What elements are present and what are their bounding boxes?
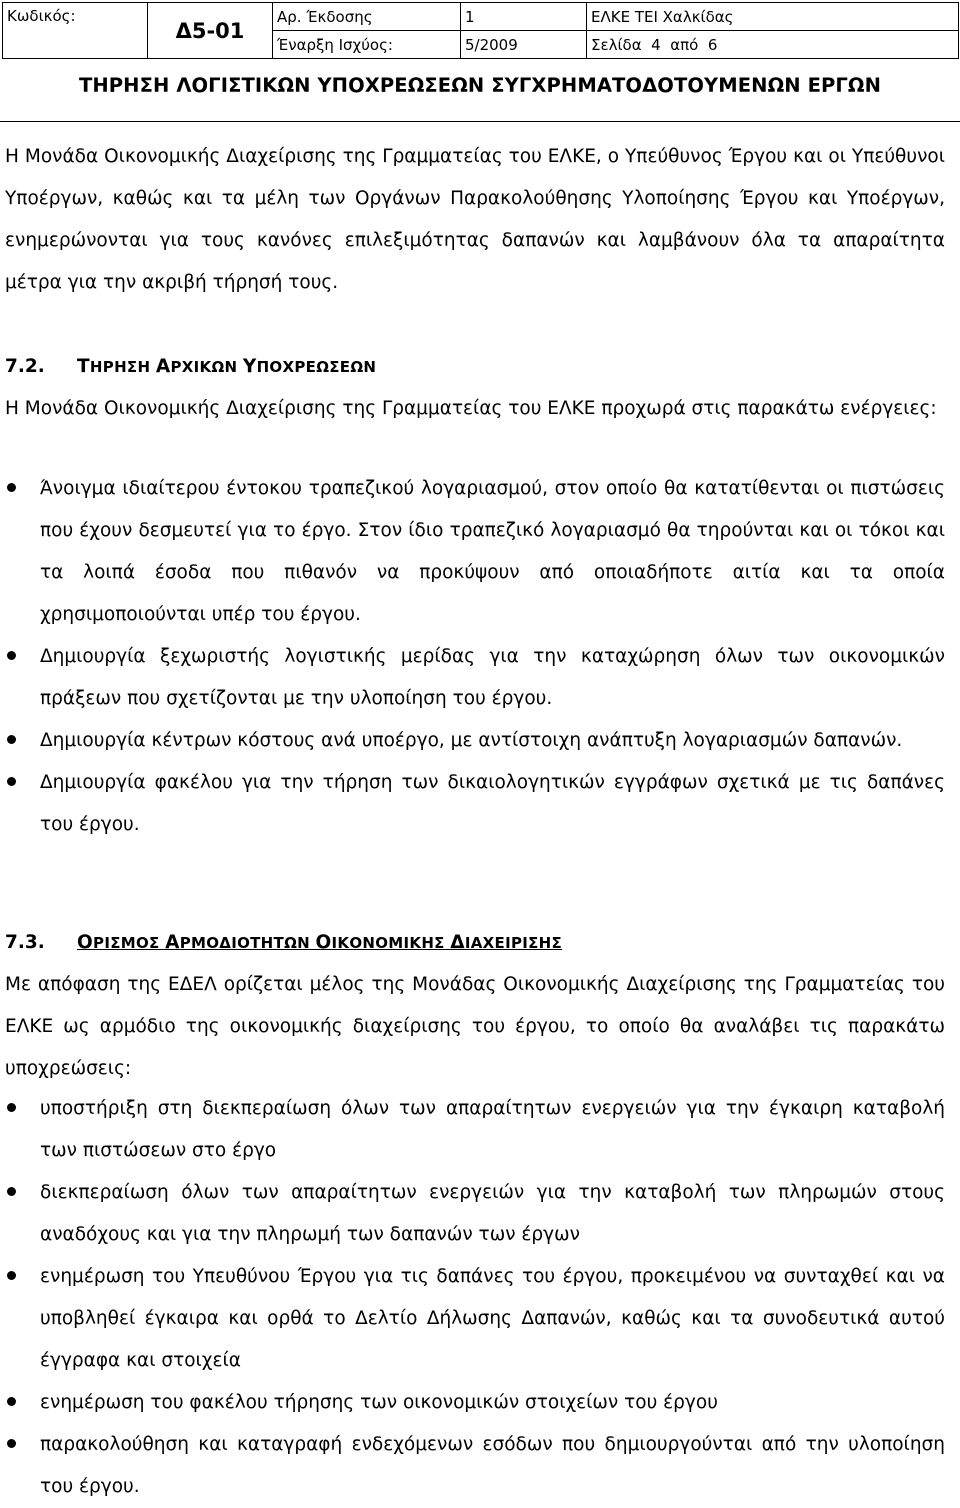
bullet-icon: [7, 651, 16, 660]
section-7-2-heading: [5, 346, 376, 388]
list-item: ενημέρωση του Υπευθύνου Έργου για τις δαπάνες του έργου, προκειμένου να συνταχθεί και να υποβληθεί έγκαιρα και ορθά το Δελτίο Δήλωσης Δαπανών, καθώς και τα συνοδευτικά αυτού έγγραφα και στοιχεία: [0, 1256, 945, 1382]
edition-value: 1: [461, 3, 587, 31]
page-title: ΤΗΡΗΣΗ ΛΟΓΙΣΤΙΚΩΝ ΥΠΟΧΡΕΩΣΕΩΝ ΣΥΓΧΡΗΜΑΤΟΔΟΤΟΥΜΕΝΩΝ ΕΡΓΩΝ: [78, 74, 882, 97]
bullet-icon: [7, 1271, 16, 1280]
bullet-icon: [7, 777, 16, 786]
list-item: Δημιουργία φακέλου για την τήρηση των δικαιολογητικών εγγράφων σχετικά με τις δαπάνες του έργου.: [0, 762, 945, 846]
list-item: Άνοιγμα ιδιαίτερου έντοκου τραπεζικού λογαριασμού, στον οποίο θα κατατίθενται οι πιστώσεις που έχουν δεσμευτεί για το έργο. Στον ίδιο τραπεζικό λογαριασμό θα τηρούνται και οι τόκοι και τα λοιπά έσοδα που πιθανόν να προκύψουν από οποιαδήποτε αιτία και τα οποία χρησιμοποιούνται υπέρ του έργου.: [0, 468, 945, 636]
code-value: Δ5-01: [148, 3, 273, 59]
intro-paragraph: Η Μονάδα Οικονομικής Διαχείρισης της Γραμματείας του ΕΛΚΕ, ο Υπεύθυνος Έργου και οι Υπεύθυνοι Υποέργων, καθώς και τα μέλη των Οργάνων Παρακολούθησης Υλοποίησης Έργου και Υποέργων, ενημερώνονται για τους κανόνες επιλεξιμότητας δαπανών και λαμβάνουν όλα τα απαραίτητα μέτρα για την ακριβή τήρησή τους.: [5, 146, 945, 293]
section-7-3-heading: [5, 922, 562, 964]
section-7-2-intro: Η Μονάδα Οικονομικής Διαχείρισης της Γραμματείας του ΕΛΚΕ προχωρά στις παρακάτω ενέργειες:: [5, 398, 937, 419]
section-number: 7.2.: [5, 356, 45, 377]
page-number: Σελίδα 4 από 6: [587, 31, 959, 59]
section-7-2-list: [0, 468, 945, 846]
bullet-icon: [7, 1103, 16, 1112]
section-title: ΤΗΡΗΣΗ ΑΡΧΙΚΩΝ ΥΠΟΧΡΕΩΣΕΩΝ: [77, 356, 377, 377]
bullet-icon: [7, 735, 16, 744]
list-item: ενημέρωση του φακέλου τήρησης των οικονομικών στοιχείων του έργου: [0, 1382, 945, 1424]
section-number: 7.3.: [5, 932, 45, 953]
list-item: υποστήριξη στη διεκπεραίωση όλων των απαραίτητων ενεργειών για την έγκαιρη καταβολή των πιστώσεων στο έργο: [0, 1088, 945, 1172]
bullet-icon: [7, 1439, 16, 1448]
start-value: 5/2009: [461, 31, 587, 59]
list-item: Δημιουργία κέντρων κόστους ανά υποέργο, με αντίστοιχη ανάπτυξη λογαριασμών δαπανών.: [0, 720, 945, 762]
edition-label: Αρ. Έκδοσης: [273, 3, 461, 31]
bullet-icon: [7, 483, 16, 492]
section-title: ΟΡΙΣΜΟΣ ΑΡΜΟΔΙΟΤΗΤΩΝ ΟΙΚΟΝΟΜΙΚΗΣ ΔΙΑΧΕΙΡΙΣΗΣ: [77, 932, 563, 953]
section-7-3-list: [0, 1088, 945, 1508]
section-7-3-intro: Με απόφαση της ΕΔΕΛ ορίζεται μέλος της Μονάδας Οικονομικής Διαχείρισης της Γραμματείας του ΕΛΚΕ ως αρμόδιο της οικονομικής διαχείρισης του έργου, το οποίο θα αναλάβει τις παρακάτω υποχρεώσεις:: [5, 974, 945, 1079]
code-label: Κωδικός:: [3, 3, 148, 59]
bullet-icon: [7, 1397, 16, 1406]
organization: ΕΛΚΕ ΤΕΙ Χαλκίδας: [587, 3, 959, 31]
bullet-icon: [7, 1187, 16, 1196]
list-item: Δημιουργία ξεχωριστής λογιστικής μερίδας για την καταχώρηση όλων των οικονομικών πράξεων που σχετίζονται με την υλοποίηση του έργου.: [0, 636, 945, 720]
start-label: Έναρξη Ισχύος:: [273, 31, 461, 59]
document-header: [2, 2, 959, 59]
list-item: παρακολούθηση και καταγραφή ενδεχόμενων εσόδων που δημιουργούνται από την υλοποίηση του έργου.: [0, 1424, 945, 1508]
title-divider: [0, 121, 960, 122]
list-item: διεκπεραίωση όλων των απαραίτητων ενεργειών για την καταβολή των πληρωμών στους αναδόχους και για την πληρωμή των δαπανών των έργων: [0, 1172, 945, 1256]
